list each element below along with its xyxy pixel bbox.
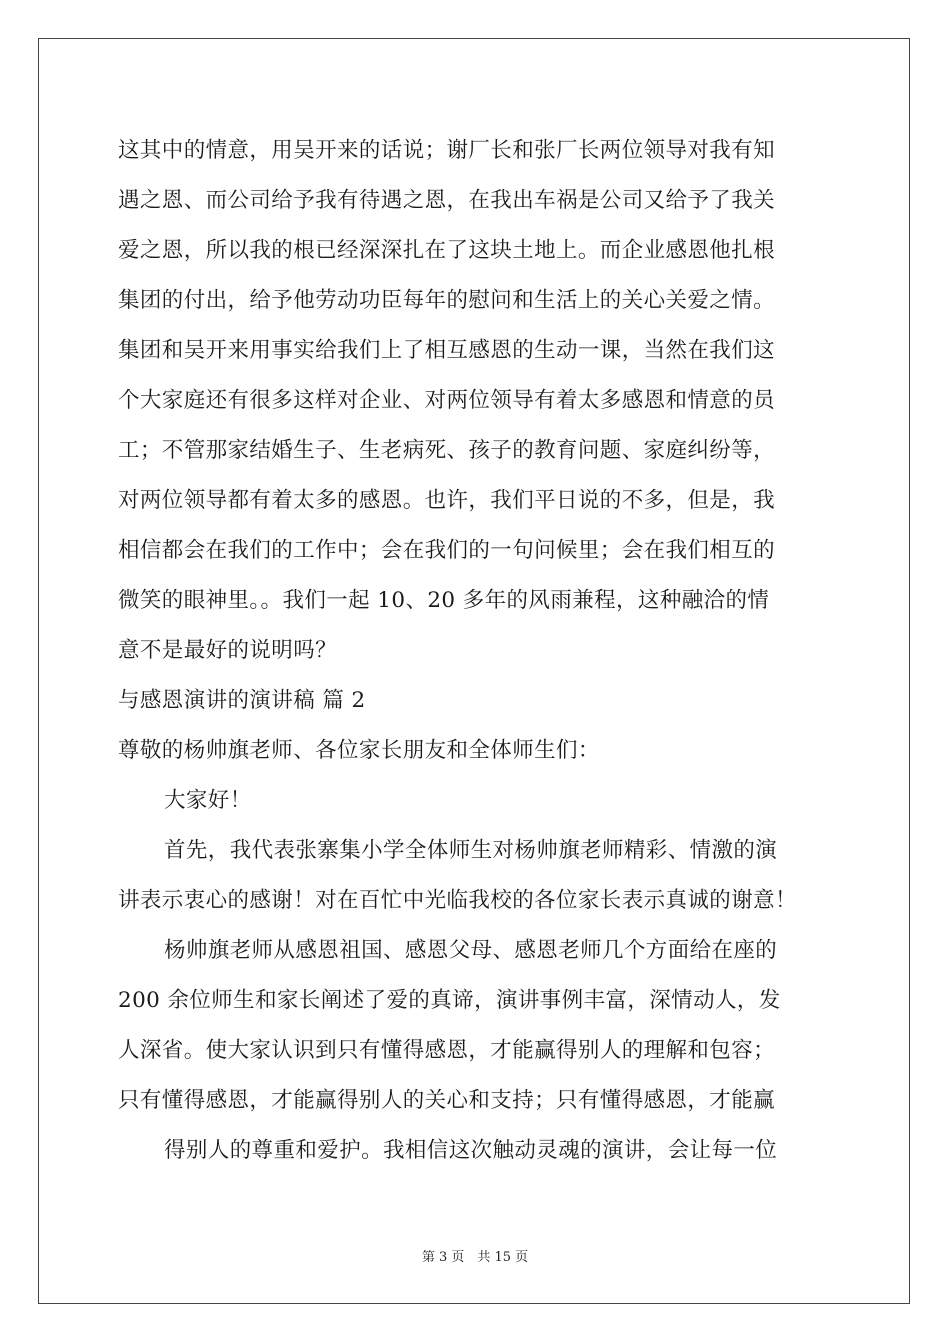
body-text-line: 微笑的眼神里。。我们一起 10、20 多年的风雨兼程，这种融洽的情 (118, 588, 770, 613)
salutation: 尊敬的杨帅旗老师、各位家长朋友和全体师生们： (118, 738, 600, 763)
body-text-line: 集团和吴开来用事实给我们上了相互感恩的生动一课，当然在我们这 (118, 338, 776, 363)
body-text-line: 讲表示衷心的感谢！对在百忙中光临我校的各位家长表示真诚的谢意！ (118, 888, 797, 913)
body-text-line: 相信都会在我们的工作中；会在我们的一句问候里；会在我们相互的 (118, 538, 776, 563)
body-text-line: 对两位领导都有着太多的感恩。也许，我们平日说的不多，但是，我 (118, 488, 776, 513)
body-text-line: 遇之恩、而公司给予我有待遇之恩，在我出车祸是公司又给予了我关 (118, 188, 776, 213)
body-text-line: 这其中的情意，用吴开来的话说；谢厂长和张厂长两位领导对我有知 (118, 138, 776, 163)
body-text-line: 个大家庭还有很多这样对企业、对两位领导有着太多感恩和情意的员 (118, 388, 776, 413)
greeting: 大家好！ (164, 788, 252, 813)
body-text-line: 爱之恩，所以我的根已经深深扎在了这块土地上。而企业感恩他扎根 (118, 238, 776, 263)
body-text-line: 200 余位师生和家长阐述了爱的真谛，演讲事例丰富，深情动人，发 (118, 988, 781, 1013)
body-text-line: 工；不管那家结婚生子、生老病死、孩子的教育问题、家庭纠纷等， (118, 438, 776, 463)
page-number-footer: 第 3 页 共 15 页 (421, 1250, 529, 1265)
body-text-line: 首先，我代表张寨集小学全体师生对杨帅旗老师精彩、情激的演 (164, 838, 778, 863)
body-text-line: 人深省。使大家认识到只有懂得感恩，才能赢得别人的理解和包容； (118, 1038, 776, 1063)
section-heading: 与感恩演讲的演讲稿 篇 2 (118, 688, 366, 713)
body-text-line: 杨帅旗老师从感恩祖国、感恩父母、感恩老师几个方面给在座的 (164, 938, 778, 963)
body-text-line: 意不是最好的说明吗？ (118, 638, 338, 663)
body-text-line: 集团的付出，给予他劳动功臣每年的慰问和生活上的关心关爱之情。 (118, 288, 776, 313)
body-text-line: 得别人的尊重和爱护。我相信这次触动灵魂的演讲，会让每一位 (164, 1138, 778, 1163)
body-text-line: 只有懂得感恩，才能赢得别人的关心和支持；只有懂得感恩，才能赢 (118, 1088, 776, 1113)
